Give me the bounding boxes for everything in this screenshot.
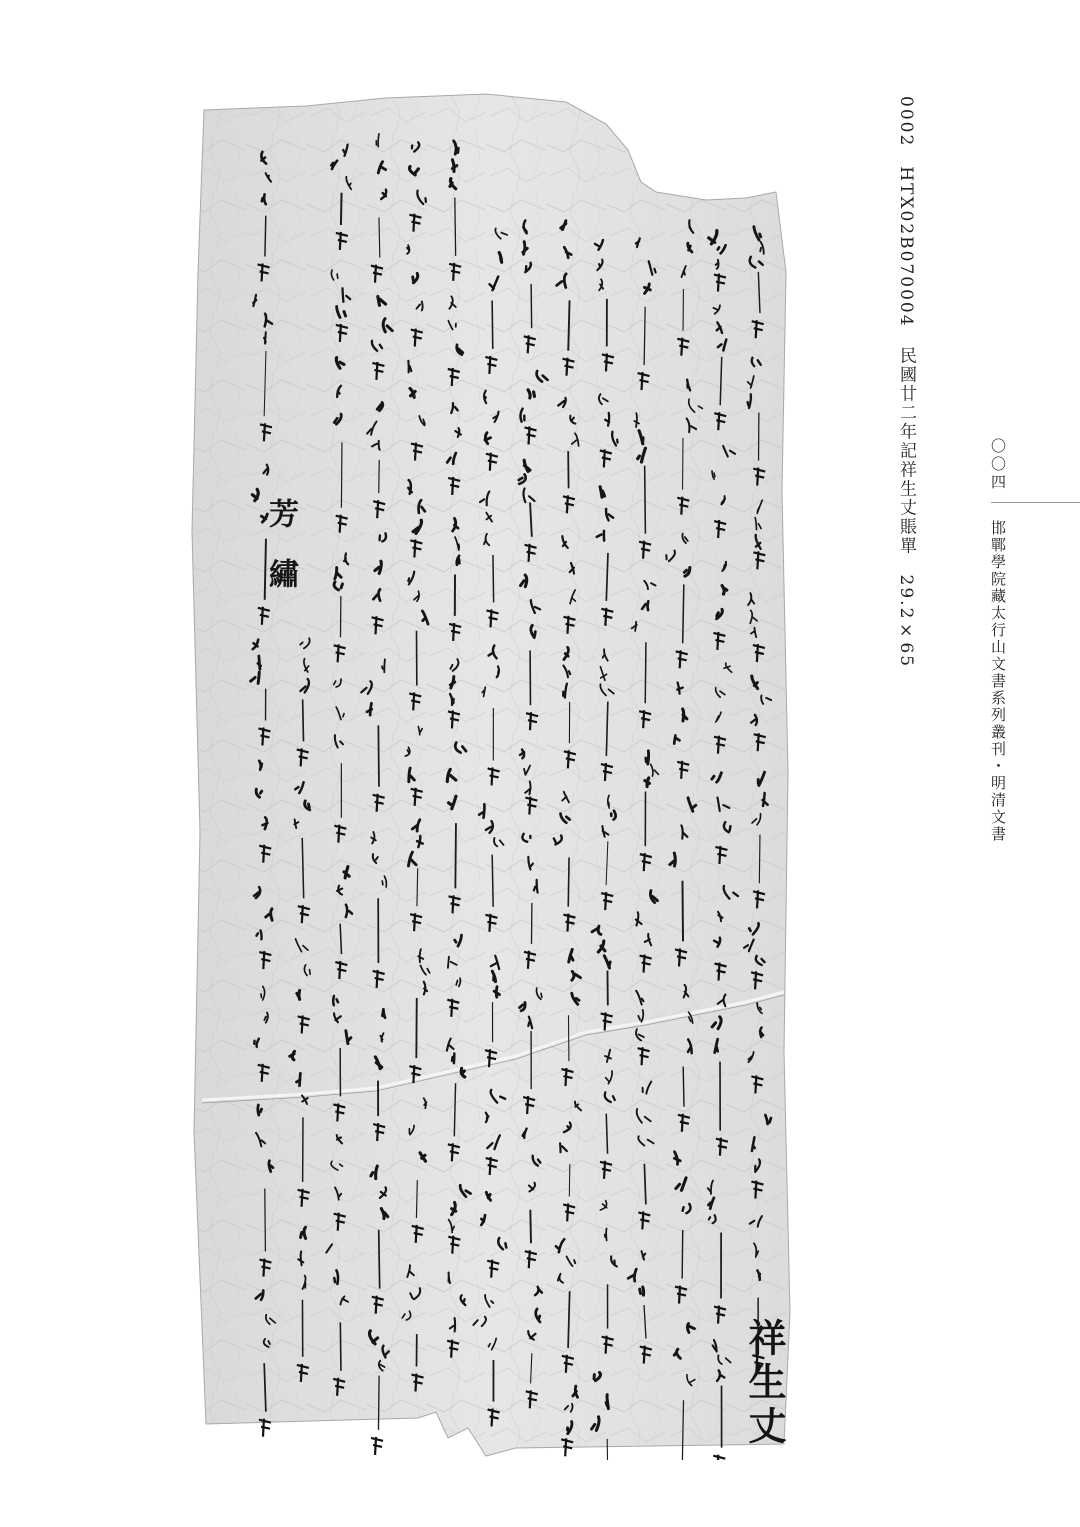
manuscript-sheet: [186, 72, 798, 1460]
document-title: 祥生丈: [742, 1318, 787, 1450]
ink-dash: [417, 868, 418, 906]
ink-stroke: [608, 795, 609, 808]
ink-dash: [493, 555, 494, 602]
ink-stroke: [258, 656, 261, 669]
ink-dash: [568, 857, 569, 906]
ink-dash: [682, 1230, 683, 1279]
ink-dash: [265, 1189, 266, 1252]
ink-stroke: [499, 252, 502, 262]
ink-mark: [713, 1455, 725, 1460]
ink-dash: [265, 216, 266, 257]
ink-dash: [568, 300, 569, 350]
ink-dash: [759, 835, 760, 884]
ink-dash: [379, 460, 380, 493]
ink-stroke: [457, 556, 460, 565]
ink-dash: [530, 1210, 531, 1244]
ink-stroke: [484, 391, 486, 404]
ink-dash: [531, 284, 532, 328]
ink-dash: [455, 823, 456, 888]
ink-dash: [378, 1376, 379, 1430]
signature: 芳 繡: [263, 498, 298, 588]
ink-dash: [645, 466, 646, 534]
page-number: 〇〇四: [989, 438, 1007, 492]
catalog-caption: 0002 HTX02B070004 民國廿二年記祥生丈賬單 29.2×65: [896, 96, 916, 669]
ink-dash: [455, 198, 456, 256]
ink-dash: [340, 1322, 341, 1370]
ink-dash: [379, 1230, 380, 1289]
divider-rule: [991, 502, 1080, 503]
ink-dash: [492, 855, 493, 907]
ink-dash: [682, 881, 683, 942]
ink-dash: [607, 1439, 608, 1460]
ink-stroke: [606, 1395, 608, 1409]
ink-dash: [378, 725, 379, 786]
ink-dash: [341, 442, 342, 507]
ink-mark: [371, 1437, 383, 1455]
ink-stroke: [382, 1009, 384, 1017]
ink-dash: [303, 699, 304, 741]
ink-dash: [645, 642, 646, 703]
ink-dash: [683, 1067, 684, 1107]
ink-dash: [341, 193, 342, 225]
ink-dash: [492, 301, 493, 349]
series-title: 邯鄲學院藏太行山文書系列叢刊・明清文書: [989, 520, 1007, 843]
manuscript-scan-image: [186, 72, 798, 1460]
